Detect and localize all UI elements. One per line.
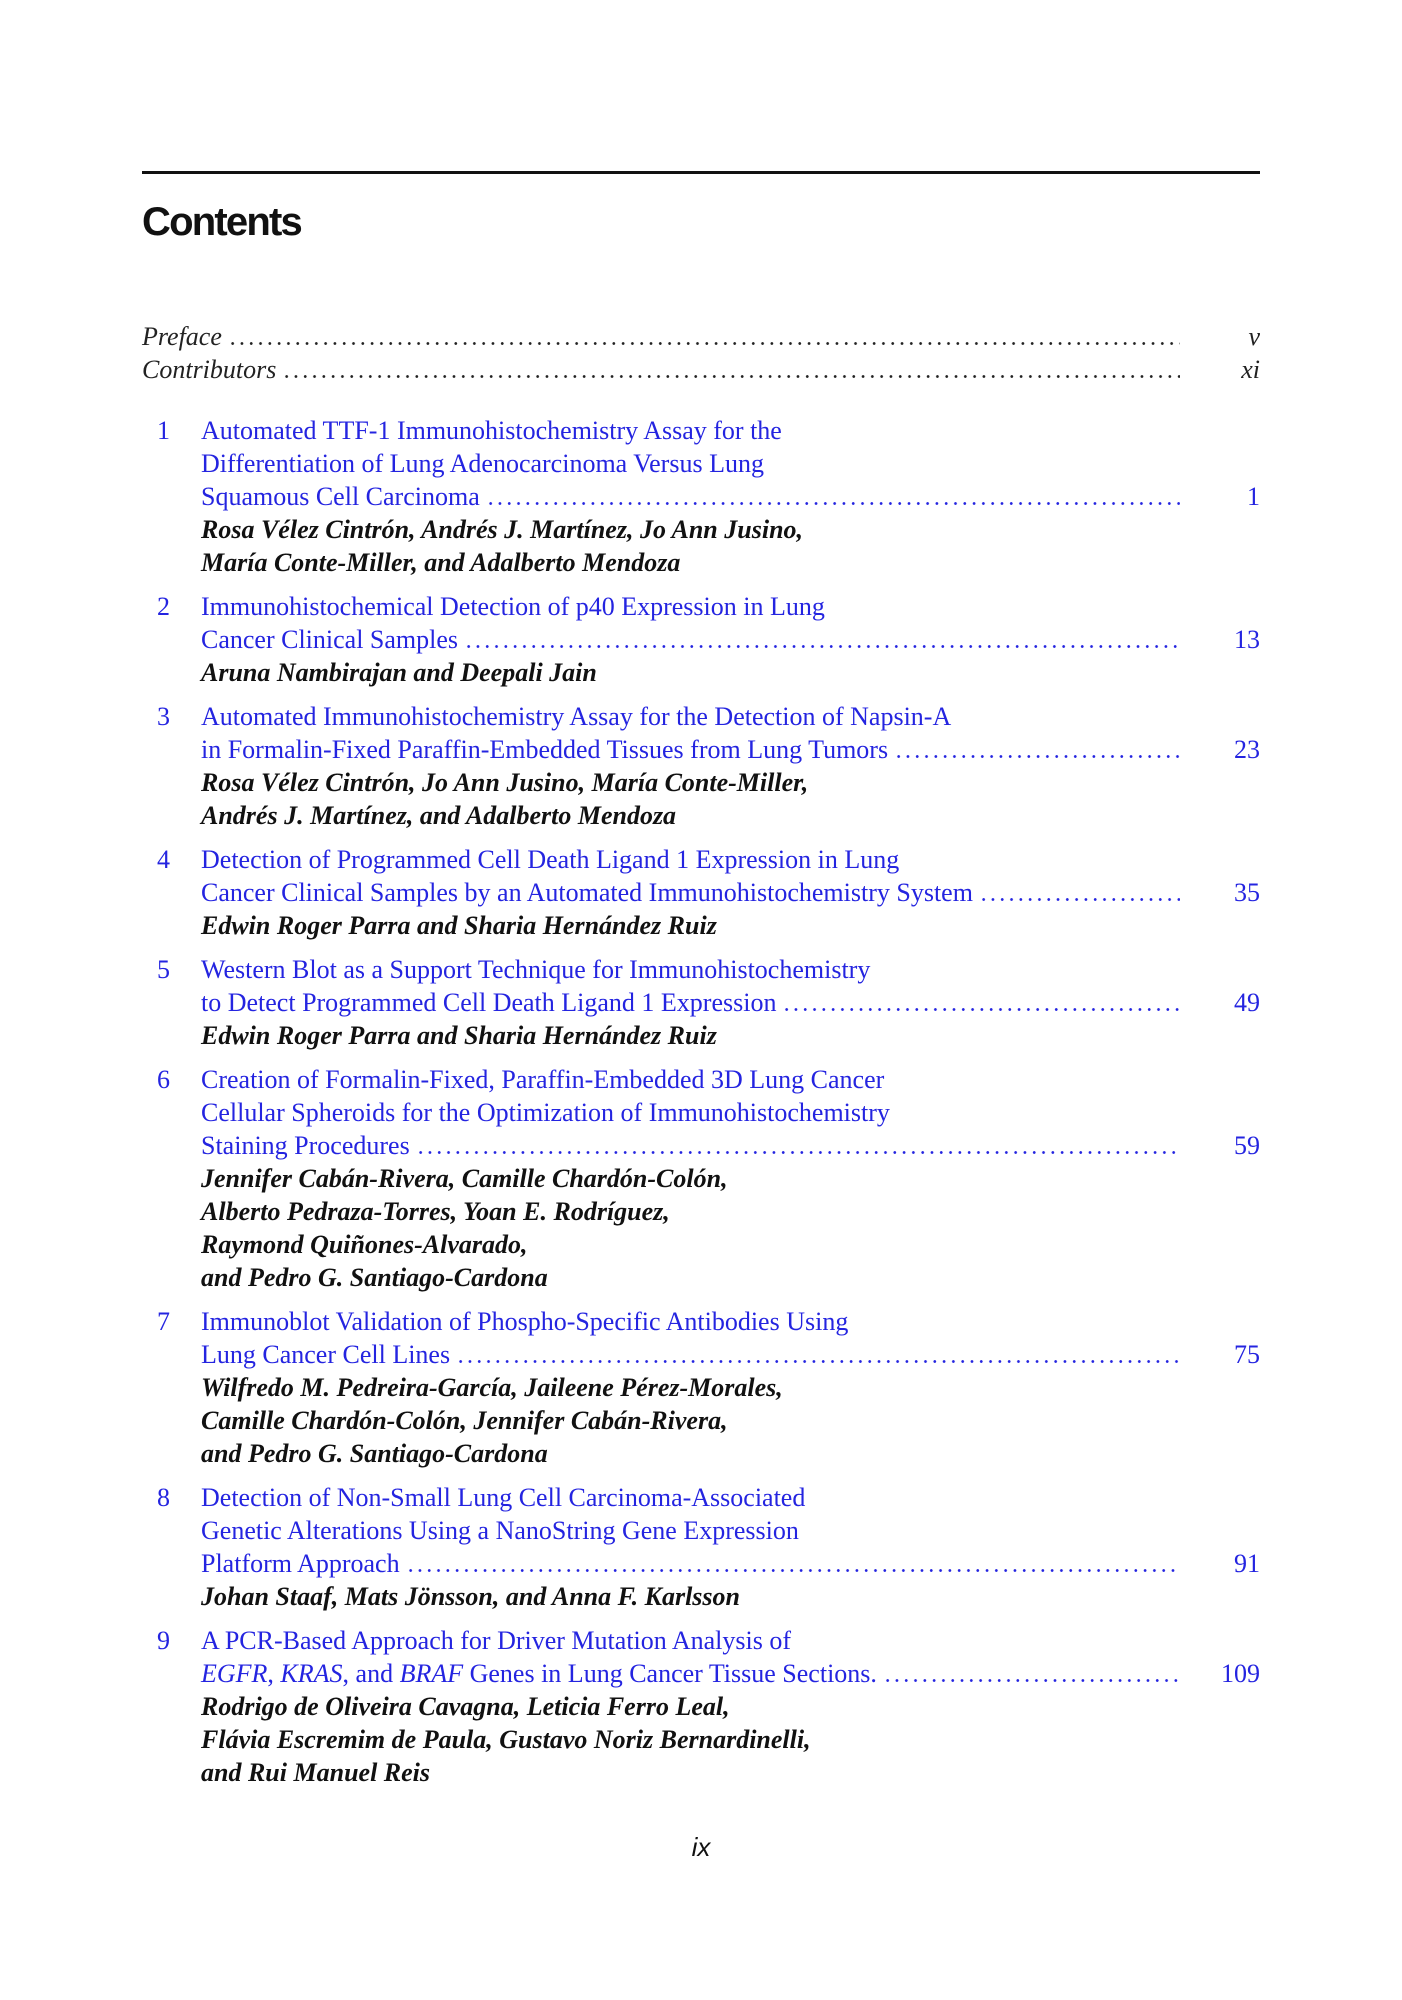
- page-ref[interactable]: 49: [1234, 988, 1260, 1017]
- dot-leader: [486, 502, 1180, 505]
- title-segment: Cancer Clinical Samples: [201, 625, 459, 654]
- chapter-entry[interactable]: [142, 1305, 1260, 1470]
- chapter-body: [201, 414, 1260, 579]
- title-segment: Immunohistochemical Detection of p40 Expression in Lung: [201, 592, 825, 621]
- chapter-authors: Edwin Roger Parra and Sharia Hernández Ruiz: [201, 1021, 717, 1050]
- title-segment: Platform Approach: [201, 1549, 400, 1578]
- chapter-number: 8: [157, 1483, 170, 1512]
- chapter-body: [201, 953, 1260, 1052]
- dot-leader: [406, 1569, 1180, 1572]
- toc-line-text: [201, 1338, 450, 1371]
- chapter-title-link[interactable]: [201, 1547, 1260, 1580]
- chapter-title-link[interactable]: [201, 590, 1260, 623]
- chapter-title-link[interactable]: [201, 1096, 1260, 1129]
- dot-leader: [883, 1679, 1180, 1682]
- chapter-number: 5: [157, 955, 170, 984]
- chapter-body: [201, 590, 1260, 689]
- chapter-title-link[interactable]: [201, 953, 1260, 986]
- toc-line-text: [201, 623, 458, 656]
- chapter-body: [201, 1305, 1260, 1470]
- chapter-number: 6: [157, 1065, 170, 1094]
- chapter-title-link[interactable]: [201, 447, 1260, 480]
- chapter-body: [201, 843, 1260, 942]
- dot-leader: [464, 645, 1180, 648]
- chapter-title-link[interactable]: [201, 1063, 1260, 1096]
- title-segment: KRAS: [280, 1659, 343, 1688]
- chapter-authors: Rosa Vélez Cintrón, Jo Ann Jusino, María Conte-Miller,: [201, 768, 809, 797]
- chapter-entry[interactable]: [142, 700, 1260, 832]
- chapter-authors: Johan Staaf, Mats Jönsson, and Anna F. Karlsson: [201, 1582, 741, 1611]
- dot-leader: [894, 755, 1180, 758]
- title-segment: in Formalin-Fixed Paraffin-Embedded Tissues from Lung Tumors: [201, 735, 889, 764]
- page-ref: v: [1248, 322, 1260, 351]
- page-ref: xi: [1241, 355, 1260, 384]
- dot-leader: [228, 342, 1180, 345]
- chapter-title-link[interactable]: [201, 1624, 1260, 1657]
- title-segment: , and: [342, 1659, 400, 1688]
- front-matter-label: Contributors: [142, 355, 277, 384]
- title-segment: Immunoblot Validation of Phospho-Specific Antibodies Using: [201, 1307, 849, 1336]
- toc-line-text: [201, 986, 776, 1019]
- chapter-title-link[interactable]: [201, 876, 1260, 909]
- chapter-title-link[interactable]: [201, 1338, 1260, 1371]
- chapter-number: 3: [157, 702, 170, 731]
- chapter-authors: Raymond Quiñones-Alvarado,: [201, 1230, 528, 1259]
- chapter-authors: Wilfredo M. Pedreira-García, Jaileene Pérez-Morales,: [201, 1373, 783, 1402]
- chapter-body: [201, 700, 1260, 832]
- page-ref[interactable]: 13: [1234, 625, 1260, 654]
- toc-line-text: [201, 1657, 877, 1690]
- page-ref[interactable]: 109: [1221, 1659, 1260, 1688]
- chapter-title-link[interactable]: [201, 1305, 1260, 1338]
- dot-leader: [979, 898, 1180, 901]
- chapter-authors: Alberto Pedraza-Torres, Yoan E. Rodríguez,: [201, 1197, 670, 1226]
- page-ref[interactable]: 75: [1234, 1340, 1260, 1369]
- chapter-authors: Andrés J. Martínez, and Adalberto Mendoza: [201, 801, 677, 830]
- dot-leader: [416, 1151, 1180, 1154]
- title-segment: Automated Immunohistochemistry Assay for the Detection of Napsin-A: [201, 702, 952, 731]
- chapter-body: [201, 1063, 1260, 1294]
- chapter-authors: and Pedro G. Santiago-Cardona: [201, 1263, 548, 1292]
- chapter-authors: Camille Chardón-Colón, Jennifer Cabán-Rivera,: [201, 1406, 728, 1435]
- front-matter: [142, 320, 1260, 386]
- chapter-list: [142, 414, 1260, 1789]
- title-segment: A PCR-Based Approach for Driver Mutation Analysis of: [201, 1626, 791, 1655]
- chapter-entry[interactable]: [142, 1063, 1260, 1294]
- title-segment: Western Blot as a Support Technique for Immunohistochemistry: [201, 955, 871, 984]
- page-title: Contents: [142, 200, 301, 244]
- chapter-title-link[interactable]: [201, 1481, 1260, 1514]
- chapter-entry[interactable]: [142, 1481, 1260, 1613]
- chapter-authors: Jennifer Cabán-Rivera, Camille Chardón-Colón,: [201, 1164, 728, 1193]
- title-segment: to Detect Programmed Cell Death Ligand 1 Expression: [201, 988, 777, 1017]
- chapter-authors: Rosa Vélez Cintrón, Andrés J. Martínez, Jo Ann Jusino,: [201, 515, 804, 544]
- front-matter-item-preface[interactable]: [142, 320, 1260, 353]
- front-matter-label: Preface: [142, 322, 222, 351]
- dot-leader: [282, 375, 1180, 378]
- chapter-authors: and Pedro G. Santiago-Cardona: [201, 1439, 548, 1468]
- page-ref[interactable]: 59: [1234, 1131, 1260, 1160]
- page-ref[interactable]: 1: [1247, 482, 1260, 511]
- page-number: ix: [691, 1832, 711, 1862]
- title-segment: Squamous Cell Carcinoma: [201, 482, 480, 511]
- title-segment: Lung Cancer Cell Lines: [201, 1340, 451, 1369]
- toc-line-text: [201, 876, 973, 909]
- chapter-authors: Edwin Roger Parra and Sharia Hernández Ruiz: [201, 911, 717, 940]
- chapter-authors: Rodrigo de Oliveira Cavagna, Leticia Ferro Leal,: [201, 1692, 730, 1721]
- chapter-number: 7: [157, 1307, 170, 1336]
- page-ref[interactable]: 91: [1234, 1549, 1260, 1578]
- chapter-number: 4: [157, 845, 170, 874]
- chapter-entry[interactable]: [142, 590, 1260, 689]
- title-segment: Differentiation of Lung Adenocarcinoma Versus Lung: [201, 449, 764, 478]
- title-segment: Cancer Clinical Samples by an Automated Immunohistochemistry System: [201, 878, 973, 907]
- chapter-number: 9: [157, 1626, 170, 1655]
- table-of-contents: [142, 320, 1260, 1800]
- toc-line-text: [201, 1129, 410, 1162]
- top-rule: [142, 171, 1260, 174]
- chapter-authors: Aruna Nambirajan and Deepali Jain: [201, 658, 597, 687]
- title-segment: Cellular Spheroids for the Optimization of Immunohistochemistry: [201, 1098, 890, 1127]
- dot-leader: [456, 1360, 1180, 1363]
- chapter-entry[interactable]: [142, 953, 1260, 1052]
- title-segment: Genetic Alterations Using a NanoString Gene Expression: [201, 1516, 799, 1545]
- title-segment: Automated TTF-1 Immunohistochemistry Assay for the: [201, 416, 782, 445]
- chapter-number: 1: [157, 416, 170, 445]
- title-segment: BRAF: [399, 1659, 464, 1688]
- page-ref[interactable]: 23: [1234, 735, 1260, 764]
- chapter-body: [201, 1481, 1260, 1613]
- title-segment: Detection of Non-Small Lung Cell Carcinoma-Associated: [201, 1483, 806, 1512]
- chapter-title-link[interactable]: [201, 700, 1260, 733]
- chapter-authors: and Rui Manuel Reis: [201, 1758, 431, 1787]
- chapter-title-link[interactable]: [201, 733, 1260, 766]
- chapter-title-link[interactable]: [201, 986, 1260, 1019]
- chapter-title-link[interactable]: [201, 414, 1260, 447]
- title-segment: ,: [267, 1659, 281, 1688]
- chapter-title-link[interactable]: [201, 1129, 1260, 1162]
- chapter-authors: María Conte-Miller, and Adalberto Mendoza: [201, 548, 681, 577]
- title-segment: Staining Procedures: [201, 1131, 410, 1160]
- chapter-authors: Flávia Escremim de Paula, Gustavo Noriz Bernardinelli,: [201, 1725, 811, 1754]
- chapter-title-link[interactable]: [201, 843, 1260, 876]
- front-matter-item-contributors[interactable]: [142, 353, 1260, 386]
- chapter-entry[interactable]: [142, 843, 1260, 942]
- chapter-title-link[interactable]: [201, 623, 1260, 656]
- toc-line-text: [201, 1547, 400, 1580]
- toc-line-text: [201, 733, 888, 766]
- chapter-title-link[interactable]: [201, 1514, 1260, 1547]
- chapter-entry[interactable]: [142, 1624, 1260, 1789]
- chapter-title-link[interactable]: [201, 1657, 1260, 1690]
- chapter-body: [201, 1624, 1260, 1789]
- dot-leader: [782, 1008, 1180, 1011]
- chapter-title-link[interactable]: [201, 480, 1260, 513]
- title-segment: Creation of Formalin-Fixed, Paraffin-Embedded 3D Lung Cancer: [201, 1065, 885, 1094]
- title-segment: Genes in Lung Cancer Tissue Sections.: [463, 1659, 877, 1688]
- title-segment: Detection of Programmed Cell Death Ligand 1 Expression in Lung: [201, 845, 900, 874]
- chapter-number: 2: [157, 592, 170, 621]
- toc-line-text: [201, 480, 480, 513]
- page-ref[interactable]: 35: [1234, 878, 1260, 907]
- chapter-entry[interactable]: [142, 414, 1260, 579]
- title-segment: EGFR: [201, 1659, 268, 1688]
